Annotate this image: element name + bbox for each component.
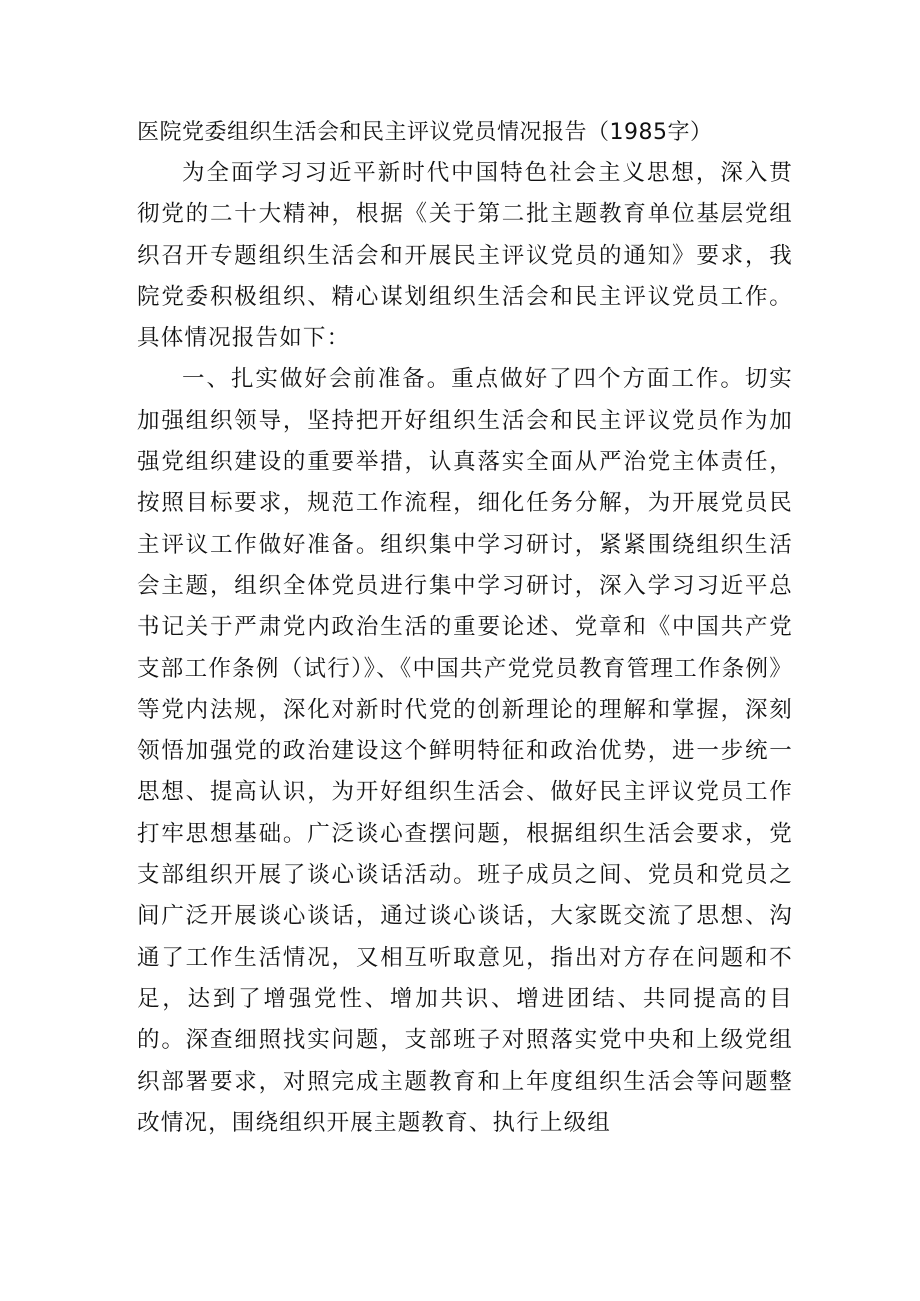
paragraph-intro: 为全面学习习近平新时代中国特色社会主义思想，深入贯彻党的二十大精神，根据《关于第二批主题教育单位基层党组织召开专题组织生活会和开展民主评议党员的通知》要求，我院党委积极组织、精心谋划组织生活会和民主评议党员工作。具体情况报告如下：	[137, 160, 793, 352]
document-page	[137, 112, 793, 1144]
paragraph-section-one: 一、扎实做好会前准备。重点做好了四个方面工作。切实加强组织领导，坚持把开好组织生活会和民主评议党员作为加强党组织建设的重要举措，认真落实全面从严治党主体责任，按照目标要求，规范工作流程，细化任务分解，为开展党员民主评议工作做好准备。组织集中学习研讨，紧紧围绕组织生活会主题，组织全体党员进行集中学习研讨，深入学习习近平总书记关于严肃党内政治生活的重要论述、党章和《中国共产党支部工作条例（试行）》、《中国共产党党员教育管理工作条例》等党内法规，深化对新时代党的创新理论的理解和掌握，深刻领悟加强党的政治建设这个鲜明特征和政治优势，进一步统一思想、提高认识，为开好组织生活会、做好民主评议党员工作打牢思想基础。广泛谈心查摆问题，根据组织生活会要求，党支部组织开展了谈心谈话活动。班子成员之间、党员和党员之间广泛开展谈心谈话，通过谈心谈话，大家既交流了思想、沟通了工作生活情况，又相互听取意见，指出对方存在问题和不足，达到了增强党性、增加共识、增进团结、共同提高的目的。深查细照找实问题，支部班子对照落实党中央和上级党组织部署要求，对照完成主题教育和上年度组织生活会等问题整改情况，围绕组织开展主题教育、执行上级组	[137, 366, 793, 1136]
document-title: 医院党委组织生活会和民主评议党员情况报告（1985字）	[137, 120, 713, 145]
